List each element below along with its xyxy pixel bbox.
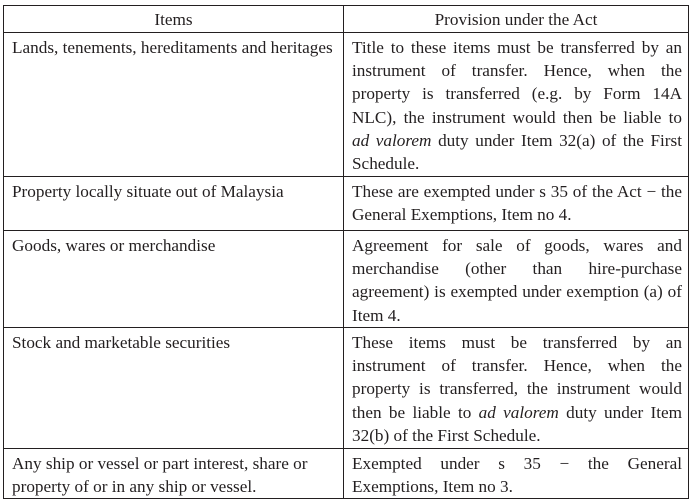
text-run: Title to these items must be transferred by an instrument of transfer. Hence, when the property is transferred (e.g. by Form 14A NLC), the instrument would then be liable to [352, 38, 682, 127]
table-row [4, 231, 689, 328]
provision-cell [344, 33, 689, 177]
table-body [4, 33, 689, 499]
italic-term: ad valorem [352, 130, 432, 150]
provision-cell [344, 231, 689, 328]
text-run: duty under Item 32(a) of the First Schedule. [352, 130, 682, 174]
item-cell: Any ship or vessel or part interest, share or property of or in any ship or vessel. [4, 449, 344, 499]
item-cell: Lands, tenements, hereditaments and heritages [4, 33, 344, 177]
table-header [4, 6, 689, 33]
table-row [4, 33, 689, 177]
table-row [4, 328, 689, 449]
text-run: duty under Item 32(b) of the First Schedule. [352, 402, 683, 445]
item-cell: Property locally situate out of Malaysia [4, 177, 344, 231]
item-cell: Goods, wares or merchandise [4, 231, 344, 328]
text-run: These items must be transferred by an instrument of transfer. Hence, when the property is transferred, the instrument would then be liable to [352, 333, 682, 422]
provision-cell [344, 328, 689, 449]
provision-cell [344, 177, 689, 231]
provision-cell [344, 449, 689, 499]
table-row [4, 449, 689, 499]
provisions-table [3, 5, 689, 499]
item-cell: Stock and marketable securities [4, 328, 344, 449]
text-run: Agreement for sale of goods, wares and merchandise (other than hire-purchase agreement) is exempted under exemption (a) of Item 4. [352, 236, 682, 325]
table-row [4, 177, 689, 231]
text-run: These are exempted under s 35 of the Act − the General Exemptions, Item no 4. [352, 182, 682, 225]
items-column-header: Items [4, 6, 344, 33]
italic-term: ad valorem [478, 402, 559, 422]
provision-column-header: Provision under the Act [344, 6, 689, 33]
text-run: Exempted under s 35 − the General Exemptions, Item no 3. [352, 454, 682, 497]
header-row [4, 6, 689, 33]
